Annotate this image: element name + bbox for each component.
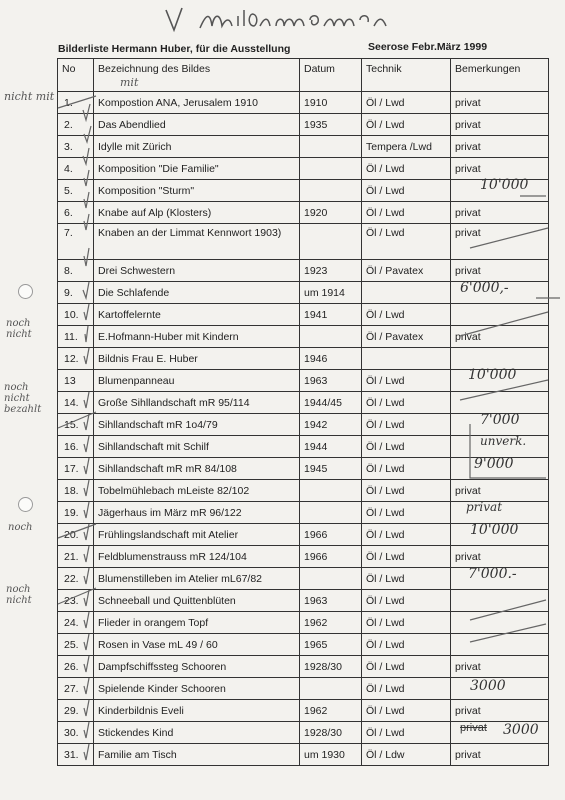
picture-date: 1946 (300, 348, 362, 370)
picture-title: Komposition "Die Familie" (94, 158, 300, 180)
handwritten-amount: 10'000 (470, 522, 519, 538)
picture-title: Sihllandschaft mR mR 84/108 (94, 458, 300, 480)
picture-technique: Öl / Ldw (362, 744, 451, 766)
handwritten-amount: 3000 (470, 678, 506, 694)
picture-technique: Öl / Lwd (362, 436, 451, 458)
table-row (58, 224, 549, 260)
picture-technique: Öl / Lwd (362, 304, 451, 326)
row-number: 8. (58, 260, 94, 282)
picture-date (300, 480, 362, 502)
margin-note-row20: noch (8, 522, 33, 533)
row-number: 14. (58, 392, 94, 414)
picture-date: 1928/30 (300, 656, 362, 678)
picture-title: Sihllandschaft mR 1o4/79 (94, 414, 300, 436)
picture-remarks: privat (451, 744, 549, 766)
picture-title: Das Abendlied (94, 114, 300, 136)
row-number: 21. (58, 546, 94, 568)
row-number: 10. (58, 304, 94, 326)
picture-title: Komposition "Sturm" (94, 180, 300, 202)
table-row (58, 700, 549, 722)
picture-remarks: privat (451, 700, 549, 722)
row-number: 12. (58, 348, 94, 370)
picture-title: Dampfschiffssteg Schooren (94, 656, 300, 678)
picture-date: um 1914 (300, 282, 362, 304)
handwritten-amount: 7'000.- (468, 566, 517, 582)
table-row (58, 656, 549, 678)
row-number: 31. (58, 744, 94, 766)
table-row (58, 202, 549, 224)
picture-title: Kartoffelernte (94, 304, 300, 326)
picture-technique: Öl / Lwd (362, 546, 451, 568)
table-row (58, 136, 549, 158)
list-title: Bilderliste Hermann Huber, für die Ausstellung (58, 43, 291, 55)
picture-title: Bildnis Frau E. Huber (94, 348, 300, 370)
picture-date: 1910 (300, 92, 362, 114)
picture-date: 1942 (300, 414, 362, 436)
picture-title: Knaben an der Limmat Kennwort 1903) (94, 224, 300, 260)
picture-remarks: privat (451, 656, 549, 678)
handwritten-amount: 6'000,- (460, 280, 509, 296)
picture-remarks (451, 634, 549, 656)
picture-date: 1963 (300, 370, 362, 392)
picture-technique: Öl / Lwd (362, 158, 451, 180)
table-row (58, 436, 549, 458)
handwritten-amount: 9'000 (474, 456, 514, 472)
table-row (58, 546, 549, 568)
row-number: 19. (58, 502, 94, 524)
picture-title: Schneeball und Quittenblüten (94, 590, 300, 612)
picture-title: Kinderbildnis Eveli (94, 700, 300, 722)
handwritten-insert-row1: mit (120, 76, 139, 89)
row-number: 27. (58, 678, 94, 700)
row-number: 5. (58, 180, 94, 202)
picture-title: Große Sihllandschaft mR 95/114 (94, 392, 300, 414)
picture-title: Frühlingslandschaft mit Atelier (94, 524, 300, 546)
table-row (58, 180, 549, 202)
row-number: 20. (58, 524, 94, 546)
picture-remarks: privat (451, 114, 549, 136)
picture-title: Spielende Kinder Schooren (94, 678, 300, 700)
picture-title: E.Hofmann-Huber mit Kindern (94, 326, 300, 348)
picture-date: 1928/30 (300, 722, 362, 744)
row-number: 11. (58, 326, 94, 348)
picture-date (300, 568, 362, 590)
handwritten-struck-text: privat (460, 722, 487, 734)
table-row (58, 744, 549, 766)
column-header: Bezeichnung des Bildes (94, 59, 300, 92)
picture-technique: Öl / Lwd (362, 634, 451, 656)
picture-date (300, 158, 362, 180)
picture-technique: Öl / Lwd (362, 700, 451, 722)
picture-technique: Öl / Lwd (362, 370, 451, 392)
picture-date: 1944 (300, 436, 362, 458)
picture-technique: Öl / Lwd (362, 414, 451, 436)
handwritten-amount: unverk. (480, 434, 527, 448)
table-row (58, 392, 549, 414)
picture-title: Drei Schwestern (94, 260, 300, 282)
punch-hole-top (18, 284, 33, 299)
picture-title: Knabe auf Alp (Klosters) (94, 202, 300, 224)
picture-title: Familie am Tisch (94, 744, 300, 766)
picture-date (300, 180, 362, 202)
margin-note-row1: nicht mit (4, 90, 55, 103)
handwritten-amount: privat (466, 500, 503, 514)
row-number: 25. (58, 634, 94, 656)
list-subtitle: Seerose Febr.März 1999 (368, 41, 488, 53)
picture-title: Tobelmühlebach mLeiste 82/102 (94, 480, 300, 502)
picture-remarks: privat (451, 92, 549, 114)
column-header: Bemerkungen (451, 59, 549, 92)
table-row (58, 304, 549, 326)
picture-date: 1962 (300, 612, 362, 634)
picture-technique: Öl / Lwd (362, 524, 451, 546)
picture-date: 1935 (300, 114, 362, 136)
picture-date: 1920 (300, 202, 362, 224)
picture-technique: Öl / Pavatex (362, 260, 451, 282)
picture-date: 1944/45 (300, 392, 362, 414)
handwritten-amount: 10'000 (480, 177, 529, 193)
picture-remarks: privat (451, 202, 549, 224)
row-number: 24. (58, 612, 94, 634)
picture-remarks (451, 612, 549, 634)
picture-date: 1945 (300, 458, 362, 480)
picture-date: um 1930 (300, 744, 362, 766)
picture-remarks: privat (451, 224, 549, 260)
margin-note-row11: noch nicht (6, 318, 32, 340)
picture-date: 1941 (300, 304, 362, 326)
picture-remarks: privat (451, 158, 549, 180)
table-row (58, 260, 549, 282)
table-row (58, 590, 549, 612)
picture-title: Rosen in Vase mL 49 / 60 (94, 634, 300, 656)
picture-technique: Tempera /Lwd (362, 136, 451, 158)
picture-title: Sihllandschaft mit Schilf (94, 436, 300, 458)
picture-title: Flieder in orangem Topf (94, 612, 300, 634)
picture-technique: Öl / Lwd (362, 502, 451, 524)
picture-title: Blumenstilleben im Atelier mL67/82 (94, 568, 300, 590)
picture-date: 1965 (300, 634, 362, 656)
column-header: No (58, 59, 94, 92)
handwritten-amount: 10'000 (468, 367, 517, 383)
picture-remarks (451, 304, 549, 326)
picture-technique: Öl / Lwd (362, 114, 451, 136)
picture-title: Kompostion ANA, Jerusalem 1910 (94, 92, 300, 114)
picture-date: 1962 (300, 700, 362, 722)
picture-title: Feldblumenstrauss mR 124/104 (94, 546, 300, 568)
picture-date (300, 136, 362, 158)
picture-remarks (451, 590, 549, 612)
picture-date (300, 678, 362, 700)
picture-remarks: privat (451, 260, 549, 282)
picture-technique: Öl / Lwd (362, 480, 451, 502)
row-number: 2. (58, 114, 94, 136)
row-number: 30. (58, 722, 94, 744)
picture-technique: Öl / Lwd (362, 590, 451, 612)
margin-note-row23: noch nicht (6, 584, 32, 606)
row-number: 17. (58, 458, 94, 480)
row-number: 4. (58, 158, 94, 180)
row-number: 22. (58, 568, 94, 590)
handwritten-header (160, 4, 390, 36)
column-header: Datum (300, 59, 362, 92)
picture-technique: Öl / Lwd (362, 678, 451, 700)
picture-title: Die Schlafende (94, 282, 300, 304)
handwritten-amount: 3000 (503, 722, 539, 738)
table-row (58, 326, 549, 348)
picture-date: 1923 (300, 260, 362, 282)
picture-list-table (57, 58, 549, 766)
row-number: 16. (58, 436, 94, 458)
row-number: 9. (58, 282, 94, 304)
picture-technique (362, 282, 451, 304)
picture-date: 1966 (300, 546, 362, 568)
row-number: 3. (58, 136, 94, 158)
table-row (58, 158, 549, 180)
row-number: 29. (58, 700, 94, 722)
picture-title: Stickendes Kind (94, 722, 300, 744)
table-row (58, 114, 549, 136)
picture-technique: Öl / Lwd (362, 392, 451, 414)
row-number: 23. (58, 590, 94, 612)
table-row (58, 92, 549, 114)
table-row (58, 414, 549, 436)
row-number: 1. (58, 92, 94, 114)
row-number: 6. (58, 202, 94, 224)
table-body (58, 92, 549, 766)
row-number: 26. (58, 656, 94, 678)
picture-technique: Öl / Lwd (362, 92, 451, 114)
picture-remarks: privat (451, 480, 549, 502)
picture-technique: Öl / Lwd (362, 656, 451, 678)
row-number: 13 (58, 370, 94, 392)
picture-technique: Öl / Lwd (362, 568, 451, 590)
picture-technique: Öl / Lwd (362, 180, 451, 202)
picture-date: 1963 (300, 590, 362, 612)
picture-date (300, 224, 362, 260)
row-number: 15. (58, 414, 94, 436)
picture-technique: Öl / Lwd (362, 458, 451, 480)
table-row (58, 480, 549, 502)
picture-title: Jägerhaus im März mR 96/122 (94, 502, 300, 524)
picture-title: Blumenpanneau (94, 370, 300, 392)
picture-remarks: privat (451, 326, 549, 348)
picture-date: 1966 (300, 524, 362, 546)
picture-technique: Öl / Lwd (362, 224, 451, 260)
picture-technique: Öl / Lwd (362, 202, 451, 224)
table-row (58, 612, 549, 634)
picture-remarks: privat (451, 546, 549, 568)
picture-date (300, 502, 362, 524)
picture-technique: Öl / Lwd (362, 722, 451, 744)
handwritten-amount: 7'000 (480, 412, 520, 428)
table-row (58, 634, 549, 656)
picture-title: Idylle mit Zürich (94, 136, 300, 158)
column-header: Technik (362, 59, 451, 92)
punch-hole-bottom (18, 497, 33, 512)
picture-technique (362, 348, 451, 370)
picture-technique: Öl / Pavatex (362, 326, 451, 348)
picture-date (300, 326, 362, 348)
row-number: 7. (58, 224, 94, 260)
picture-remarks (451, 392, 549, 414)
picture-technique: Öl / Lwd (362, 612, 451, 634)
margin-note-row14: noch nicht bezahlt (4, 382, 42, 415)
picture-remarks: privat (451, 136, 549, 158)
row-number: 18. (58, 480, 94, 502)
